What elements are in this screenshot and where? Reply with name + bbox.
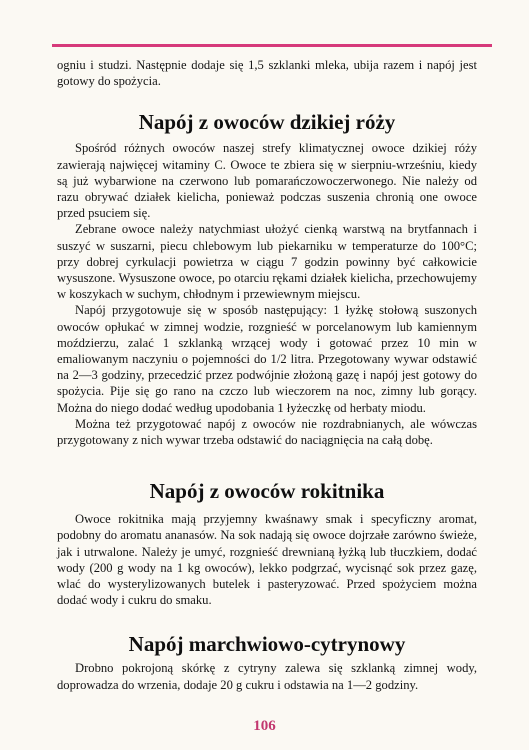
paragraph: Drobno pokrojoną skórkę z cytryny zalewa się szklanką zimnej wody, doprowadza do wrzenia, dodaje 20 g cukru i odstawia na 1—2 godziny. [57,661,477,692]
intro-paragraph: ogniu i studzi. Następnie dodaje się 1,5 szklanki mleka, ubija razem i napój jest gotowy do spożycia. [57,58,477,89]
paragraph: Spośród różnych owoców naszej strefy klimatycznej owoce dzikiej róży zawierają najwięcej witaminy C. Owoce te zbiera się w sierpniu-wrześniu, kiedy są już wybarwione na czerwono lub pomarańczowoczerwonego. Nie należy od razu obrywać działek kielicha, ponieważ podczas suszenia chronią one owoce przed psuciem się. [57,141,477,221]
page-content [57,57,477,693]
paragraph: Można też przygotować napój z owoców nie rozdrabnianych, ale wówczas przygotowany z nich wywar trzeba odstawić do naciągnięcia na całą dobę. [57,416,477,448]
page-number: 106 [253,718,276,734]
section-title-marchwiowo-cytrynowy: Napój marchwiowo-cytrynowy [128,632,406,657]
paragraph: Napój przygotowuje się w sposób następujący: 1 łyżkę stołową suszonych owoców opłukać w zimnej wodzie, rozgnieść w porcelanowym lub kamiennym moździerzu, zalać 1 szklanką wrzącej wody i gotować przez 10 min w emaliowanym naczyniu o pojemności do 1/2 litra. Przegotowany wywar odstawić na 2—3 godziny, przecedzić przez podwójnie złożoną gazę i napój jest gotowy do spożycia. Pije się go rano na czczo lub wieczorem na noc, zimny lub gorący. Można do niego dodać według upodobania 1 łyżeczkę od herbaty miodu. [57,303,477,415]
section-title-rokitnik: Napój z owoców rokitnika [149,479,385,504]
header-rule [52,44,492,47]
section-title-dzika-roza: Napój z owoców dzikiej róży [138,110,396,135]
paragraph: Owoce rokitnika mają przyjemny kwaśnawy smak i specyficzny aromat, podobny do aromatu ananasów. Na sok nadają się owoce dojrzałe zarówno świeże, jak i utrwalone. Należy je umyć, rozgnieść drewnianą łyżką lub tłuczkiem, dodać wody (200 g wody na 1 kg owoców), lekko podgrzać, wycisnąć sok przez gazę, wlać do wysterylizowanych butelek i pasteryzować. Przed spożyciem można dodać wody i cukru do smaku. [57,512,477,608]
paragraph: Zebrane owoce należy natychmiast ułożyć cienką warstwą na brytfannach i suszyć w suszarni, piecu chlebowym lub piekarniku w temperaturze do 100°C; przy dobrej cyrkulacji powietrza w ciągu 7 godzin powinny być całkowicie wysuszone. Wysuszone owoce, po otarciu rękami działek kielicha, przechowujemy w koszykach w suchym, chłodnym i przewiewnym miejscu. [57,222,477,302]
